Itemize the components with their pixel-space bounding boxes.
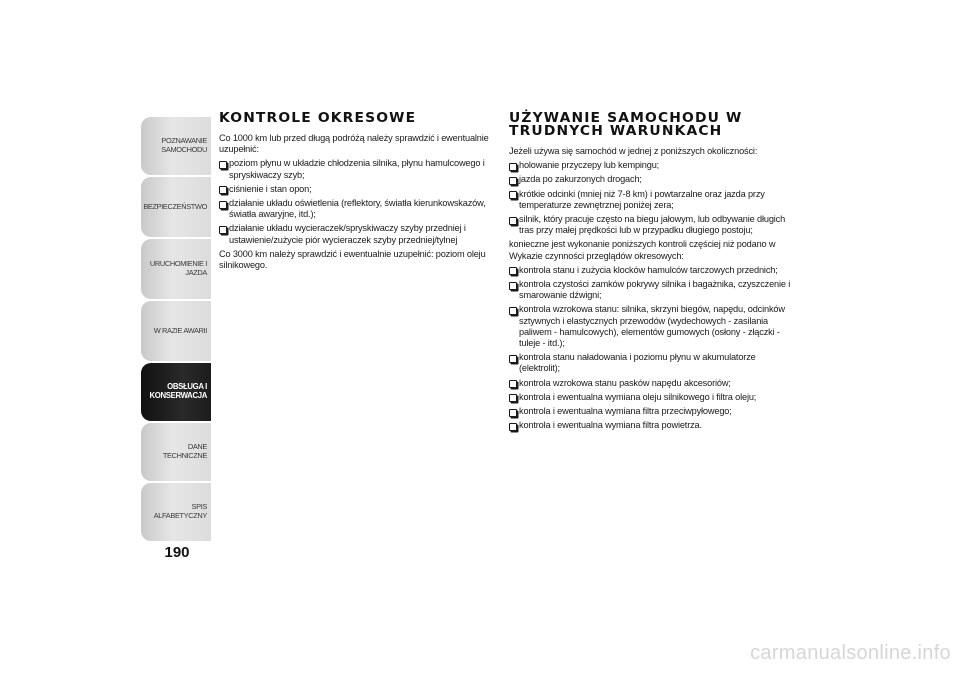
intro-text: Jeżeli używa się samochód w jednej z poniższych okoliczności: xyxy=(509,146,758,156)
list-item: kontrola wzrokowa stanu pasków napędu akcesoriów; xyxy=(509,378,791,389)
periodic-checks-section xyxy=(219,112,495,274)
difficult-conditions-section xyxy=(509,112,791,434)
list-item: poziom płynu w układzie chłodzenia silnika, płynu hamulcowego i spryskiwaczy szyb; xyxy=(219,158,495,180)
section-title: UŻYWANIE SAMOCHODU W TRUDNYCH WARUNKACH xyxy=(509,111,743,139)
list-item: kontrola stanu i zużycia klocków hamulców tarczowych przednich; xyxy=(509,265,791,276)
tab-uruchomienie-i-jazda[interactable]: URUCHOMIENIE I JAZDA xyxy=(141,239,211,299)
checks-list xyxy=(509,265,791,432)
tab-bezpieczenstwo[interactable]: BEZPIECZEŃSTWO xyxy=(141,177,211,237)
chapter-sidebar xyxy=(141,117,211,543)
list-item: kontrola i ewentualna wymiana filtra przeciwpyłowego; xyxy=(509,406,791,417)
check-list xyxy=(219,158,495,245)
middle-text: konieczne jest wykonanie poniższych kontroli częściej niż podano w Wykazie czynności przeglądów okresowych: xyxy=(509,239,776,261)
list-item: działanie układu oświetlenia (reflektory, światła kierunkowskazów, światła awaryjne, itd.); xyxy=(219,198,495,220)
tab-w-razie-awarii[interactable]: W RAZIE AWARII xyxy=(141,301,211,361)
tab-poznawanie-samochodu[interactable]: POZNAWANIE SAMOCHODU xyxy=(141,117,211,175)
list-item: kontrola czystości zamków pokrywy silnika i bagażnika, czyszczenie i smarowanie dźwigni; xyxy=(509,279,791,301)
tab-dane-techniczne[interactable]: DANE TECHNICZNE xyxy=(141,423,211,481)
list-item: silnik, który pracuje często na biegu jałowym, lub odbywanie długich tras przy małej prędkości lub w przypadku długiego postoju; xyxy=(509,214,791,236)
page-number: 190 xyxy=(164,544,190,561)
intro-text: Co 1000 km lub przed długą podróżą należy sprawdzić i ewentualnie uzupełnić: xyxy=(219,133,489,155)
list-item: krótkie odcinki (mniej niż 7-8 km) i powtarzalne oraz jazda przy temperaturze zewnętrznej poniżej zera; xyxy=(509,189,791,211)
list-item: jazda po zakurzonych drogach; xyxy=(509,174,791,185)
list-item: kontrola stanu naładowania i poziomu płynu w akumulatorze (elektrolit); xyxy=(509,352,791,374)
conditions-list xyxy=(509,160,791,236)
list-item: kontrola wzrokowa stanu: silnika, skrzyni biegów, napędu, odcinków sztywnych i elastycznych przewodów (wydechowych - zasilania paliwem - hamulcowych), elementów gumowych (osłony - złączki - tuleje - itd.); xyxy=(509,304,791,349)
list-item: ciśnienie i stan opon; xyxy=(219,184,495,195)
list-item: kontrola i ewentualna wymiana filtra powietrza. xyxy=(509,420,791,431)
watermark: carmanualsonline.info xyxy=(750,642,951,664)
section-title: KONTROLE OKRESOWE xyxy=(219,111,417,126)
outro-text: Co 3000 km należy sprawdzić i ewentualnie uzupełnić: poziom oleju silnikowego. xyxy=(219,248,486,271)
tab-obsluga-i-konserwacja[interactable]: OBSŁUGA I KONSERWACJA xyxy=(141,363,211,421)
tab-spis-alfabetyczny[interactable]: SPIS ALFABETYCZNY xyxy=(141,483,211,541)
list-item: kontrola i ewentualna wymiana oleju silnikowego i filtra oleju; xyxy=(509,392,791,403)
list-item: działanie układu wycieraczek/spryskiwaczy szyby przedniej i ustawienie/zużycie piór wycieraczek szyby przedniej/tylnej xyxy=(219,223,495,245)
list-item: holowanie przyczepy lub kempingu; xyxy=(509,160,791,171)
